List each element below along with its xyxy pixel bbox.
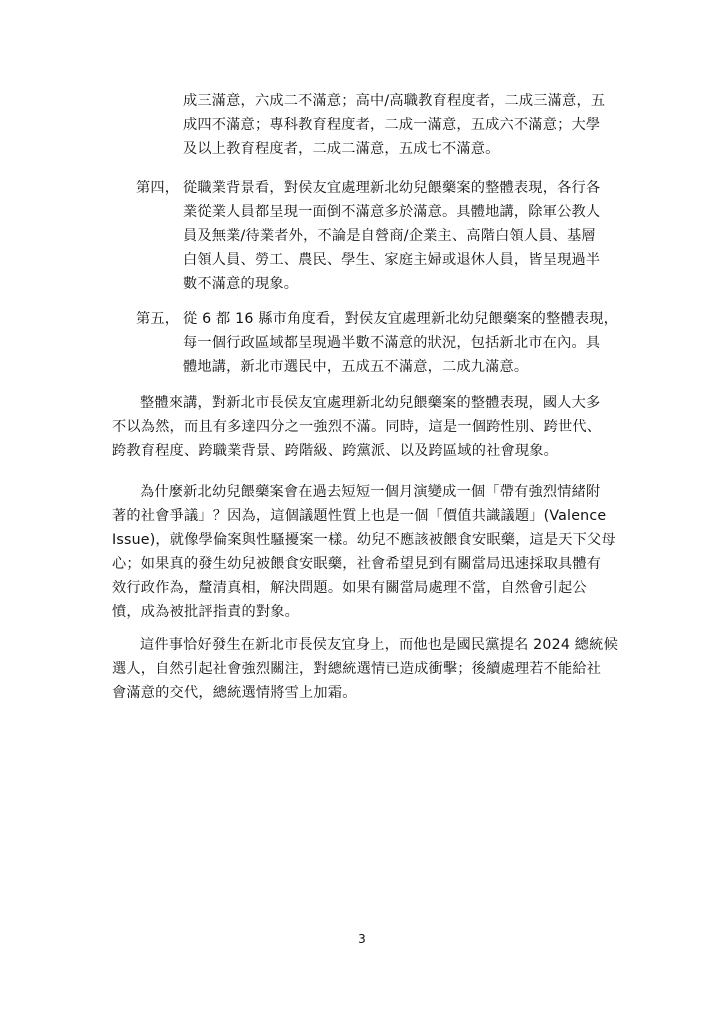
text-line: 員及無業/待業者外，不論是自營商/企業主、高階白領人員、基層 bbox=[183, 228, 596, 244]
text-line: 業從業人員都呈現一面倒不滿意多於滿意。具體地講，除軍公教人 bbox=[183, 204, 601, 220]
list-item-body bbox=[183, 307, 618, 379]
text-line: 會滿意的交代，總統選情將雪上加霜。 bbox=[112, 685, 357, 701]
text-line: 選人，自然引起社會強烈關注，對總統選情已造成衝擊；後續處理若不能給社 bbox=[112, 661, 602, 677]
text-line: 體地講，新北市選民中，五成五不滿意，二成九滿意。 bbox=[183, 359, 529, 375]
list-item-lead: 第五， bbox=[136, 311, 180, 327]
text-line: 數不滿意的現象。 bbox=[183, 276, 299, 292]
text-line: 這件事恰好發生在新北市長侯友宜身上，而他也是國民黨提名 2024 總統候 bbox=[140, 637, 618, 653]
continuation-paragraph bbox=[183, 89, 605, 161]
text-line: 成三滿意，六成二不滿意；高中/高職教育程度者，二成三滿意，五 bbox=[183, 93, 606, 109]
text-line: 整體來講，對新北市長侯友宜處理新北幼兒餵藥案的整體表現，國人大多 bbox=[140, 395, 601, 411]
text-line: Issue)，就像學倫案與性騷擾案一樣。幼兒不應該被餵食安眠藥，這是天下父母 bbox=[112, 532, 616, 548]
reason-paragraph bbox=[112, 480, 616, 624]
text-line: 著的社會爭議」？因為，這個議題性質上也是一個「價值共識議題」(Valence bbox=[112, 508, 607, 524]
text-line: 白領人員、勞工、農民、學生、家庭主婦或退休人員，皆呈現過半 bbox=[183, 252, 601, 268]
list-item-body bbox=[183, 176, 600, 296]
summary-paragraph bbox=[112, 391, 601, 463]
text-line: 成四不滿意；專科教育程度者，二成一滿意，五成六不滿意；大學 bbox=[183, 117, 601, 133]
page-number: 3 bbox=[358, 932, 366, 946]
text-line: 不以為然，而且有多達四分之一強烈不滿。同時，這是一個跨性別、跨世代、 bbox=[112, 419, 602, 435]
text-line: 從職業背景看，對侯友宜處理新北幼兒餵藥案的整體表現，各行各 bbox=[183, 180, 601, 196]
text-line: 效行政作為，釐清真相，解決問題。如果有關當局處理不當，自然會引起公 bbox=[112, 580, 587, 596]
text-line: 憤，成為被批評指責的對象。 bbox=[112, 604, 300, 620]
text-line: 每一個行政區域都呈現過半數不滿意的狀況，包括新北市在內。具 bbox=[183, 335, 601, 351]
text-line: 為什麼新北幼兒餵藥案會在過去短短一個月演變成一個「帶有強烈情緒附 bbox=[140, 484, 601, 500]
text-line: 心；如果真的發生幼兒被餵食安眠藥，社會希望見到有關當局迅速採取具體有 bbox=[112, 556, 602, 572]
list-item-lead: 第四， bbox=[136, 180, 180, 196]
text-line: 及以上教育程度者，二成二滿意，五成七不滿意。 bbox=[183, 141, 500, 157]
text-line: 跨教育程度、跨職業背景、跨階級、跨黨派、以及跨區域的社會現象。 bbox=[112, 443, 559, 459]
text-line: 從 6 都 16 縣市角度看，對侯友宜處理新北幼兒餵藥案的整體表現， bbox=[183, 311, 618, 327]
conclusion-paragraph bbox=[112, 633, 618, 705]
